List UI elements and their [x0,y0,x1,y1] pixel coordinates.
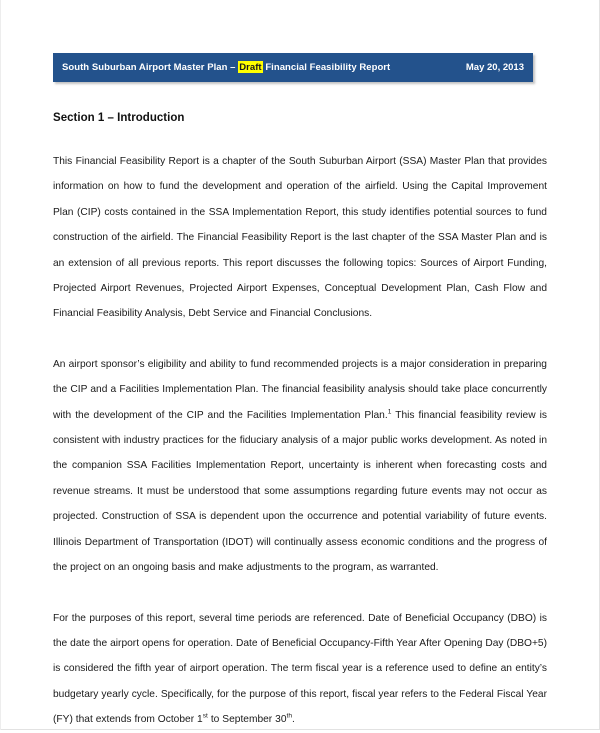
header-title-suffix: Financial Feasibility Report [262,61,391,73]
header-title-prefix: South Suburban Airport Master Plan – [62,61,239,73]
section-heading: Section 1 – Introduction [53,112,185,124]
footnote-marker: 1 [387,408,392,416]
paragraph-2-segment-1: An airport sponsor’s eligibility and ability to fund recommended projects is a major consideration in preparing the CIP and a Facilities Implementation Plan. The financial feasibility analysis should take place concurrently with the development of the CIP and the Facilities Implementation Plan. [53,358,547,421]
paragraph-1-text: This Financial Feasibility Report is a chapter of the South Suburban Airport (SSA) Master Plan that provides information on how to fund the development and operation of the airfield. Using the Capital Improvement Plan (CIP) costs contained in the SSA Implementation Report, this study identifies potential sources to fund construction of the airfield. The Financial Feasibility Report is the last chapter of the SSA Master Plan and is an extension of all previous reports. This report discusses the following topics: Sources of Airport Funding, Projected Airport Revenues, Projected Airport Expenses, Conceptual Development Plan, Cash Flow and Financial Feasibility Analysis, Debt Service and Financial Conclusions. [53,156,547,320]
body-paragraph-2 [53,352,547,581]
header-banner [53,53,533,82]
document-body [53,112,547,733]
ordinal-suffix-thirtieth: th [286,712,293,720]
paragraph-2-segment-2: This financial feasibility review is consistent with industry practices for the fiduciary analysis of a major public works development. As noted in the companion SSA Facilities Implementation Report, uncertainty is inherent when forecasting costs and revenue streams. It must be understood that some assumptions regarding future events may not occur as projected. Construction of SSA is dependent upon the occurrence and potential variability of future events. Illinois Department of Transportation (IDOT) will continually assess economic conditions and the progress of the project on an ongoing basis and make adjustments to the program, as warranted. [53,409,547,574]
paragraph-3-segment-2: to September 30 [207,714,287,726]
body-paragraph-3 [53,606,547,733]
draft-highlight-label: Draft [239,61,262,73]
document-header-title [62,63,390,73]
paragraph-3-segment-3: . [292,714,295,726]
body-paragraph-1 [53,149,547,327]
ordinal-suffix-first: st [202,712,208,720]
document-header-date: May 20, 2013 [465,61,524,73]
paragraph-3-segment-1: For the purposes of this report, several time periods are referenced. Date of Beneficial Occupancy (DBO) is the date the airport opens for operation. Date of Beneficial Occupancy-Fifth Year After Opening Day (DBO+5) is considered the fifth year of airport operation. The term fiscal year is a reference used to define an entity’s budgetary yearly cycle. Specifically, for the purpose of this report, fiscal year refers to the Federal Fiscal Year (FY) that extends from October 1 [53,612,547,726]
